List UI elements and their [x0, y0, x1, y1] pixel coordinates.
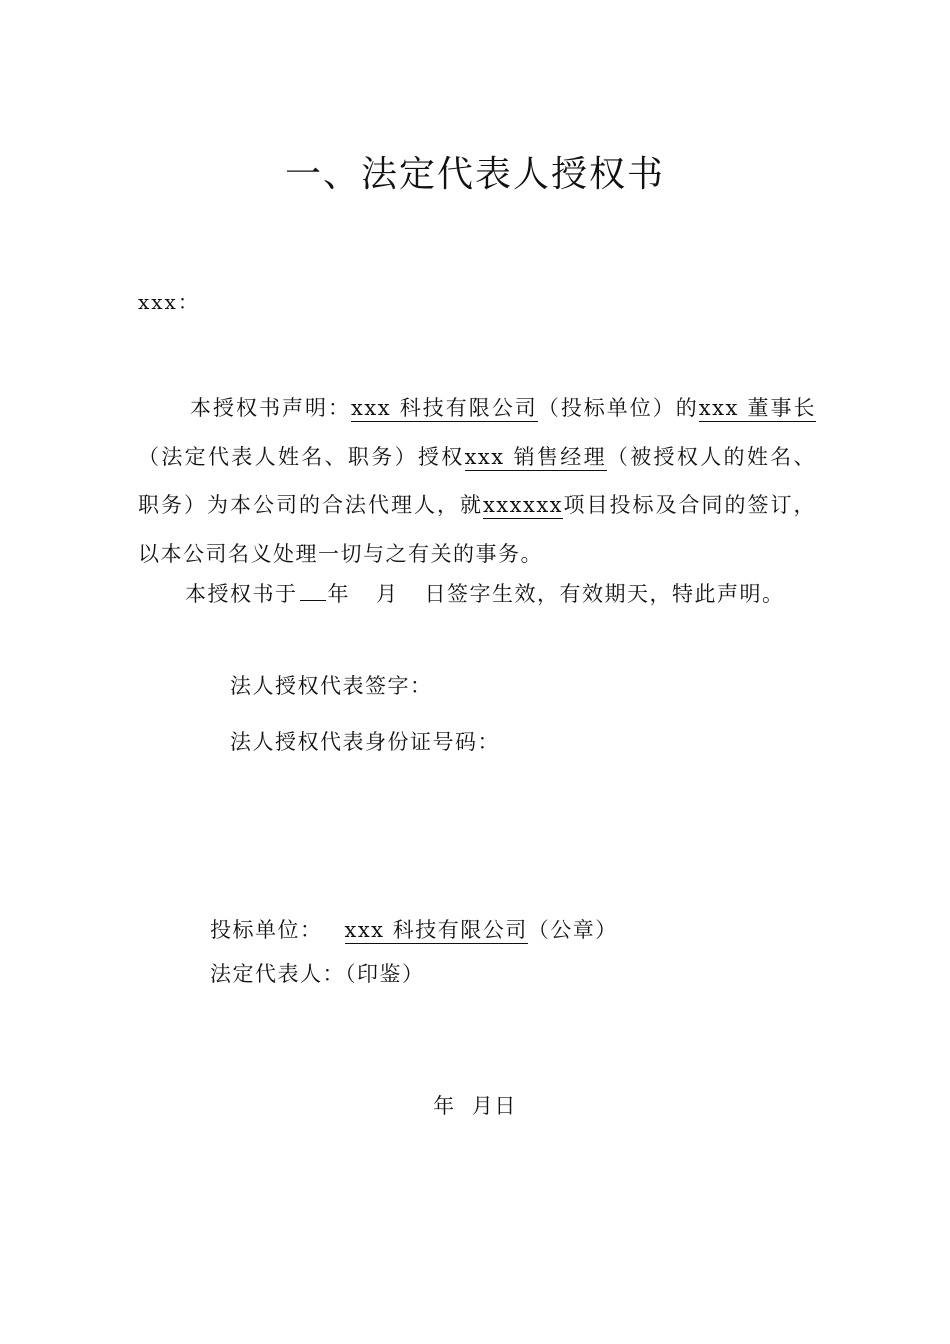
legal-rep-line	[210, 956, 425, 992]
paragraph-text-5: 项目投标及合同的签订，以本公司名义处理一切与之有关的事务。	[138, 493, 817, 566]
paragraph-text-3: （法定代表人姓名、职务）授权	[138, 444, 465, 469]
validity-year: 年	[327, 582, 350, 606]
paragraph-text-1: 本授权书声明：	[190, 396, 352, 420]
company-name-field: xxx 科技有限公司	[351, 396, 538, 420]
authorization-paragraph	[138, 384, 816, 578]
document-title: 一、法定代表人授权书	[284, 154, 665, 195]
authorized-person-field: xxx 销售经理	[464, 444, 607, 469]
salutation: xxx：	[138, 290, 200, 314]
paragraph-text-2: （投标单位）的	[537, 396, 699, 420]
validity-prefix: 本授权书于	[185, 582, 298, 606]
legal-rep-seal: （印鉴）	[345, 962, 425, 986]
signature-label: 法人授权代表签字：	[230, 674, 433, 698]
date-line: 年 月日	[433, 1094, 517, 1118]
validity-statement	[185, 576, 785, 612]
bidder-label: 投标单位：	[210, 918, 323, 942]
year-blank	[300, 580, 326, 601]
bidder-seal: （公章）	[527, 918, 618, 942]
validity-suffix: 日签字生效，有效期天，特此声明。	[424, 582, 785, 606]
bidder-line	[210, 912, 618, 948]
validity-month: 月	[376, 582, 399, 606]
legal-representative-field: xxx 董事长	[698, 396, 817, 420]
project-name-field: xxxxxx	[482, 493, 564, 517]
bidder-company-field: xxx 科技有限公司	[344, 918, 528, 942]
id-number-label: 法人授权代表身份证号码：	[230, 730, 500, 754]
legal-rep-label: 法定代表人：	[210, 962, 345, 986]
paragraph-text-4: （被授权人的姓名、职务）为本公司的合法代理人，就	[138, 444, 817, 517]
